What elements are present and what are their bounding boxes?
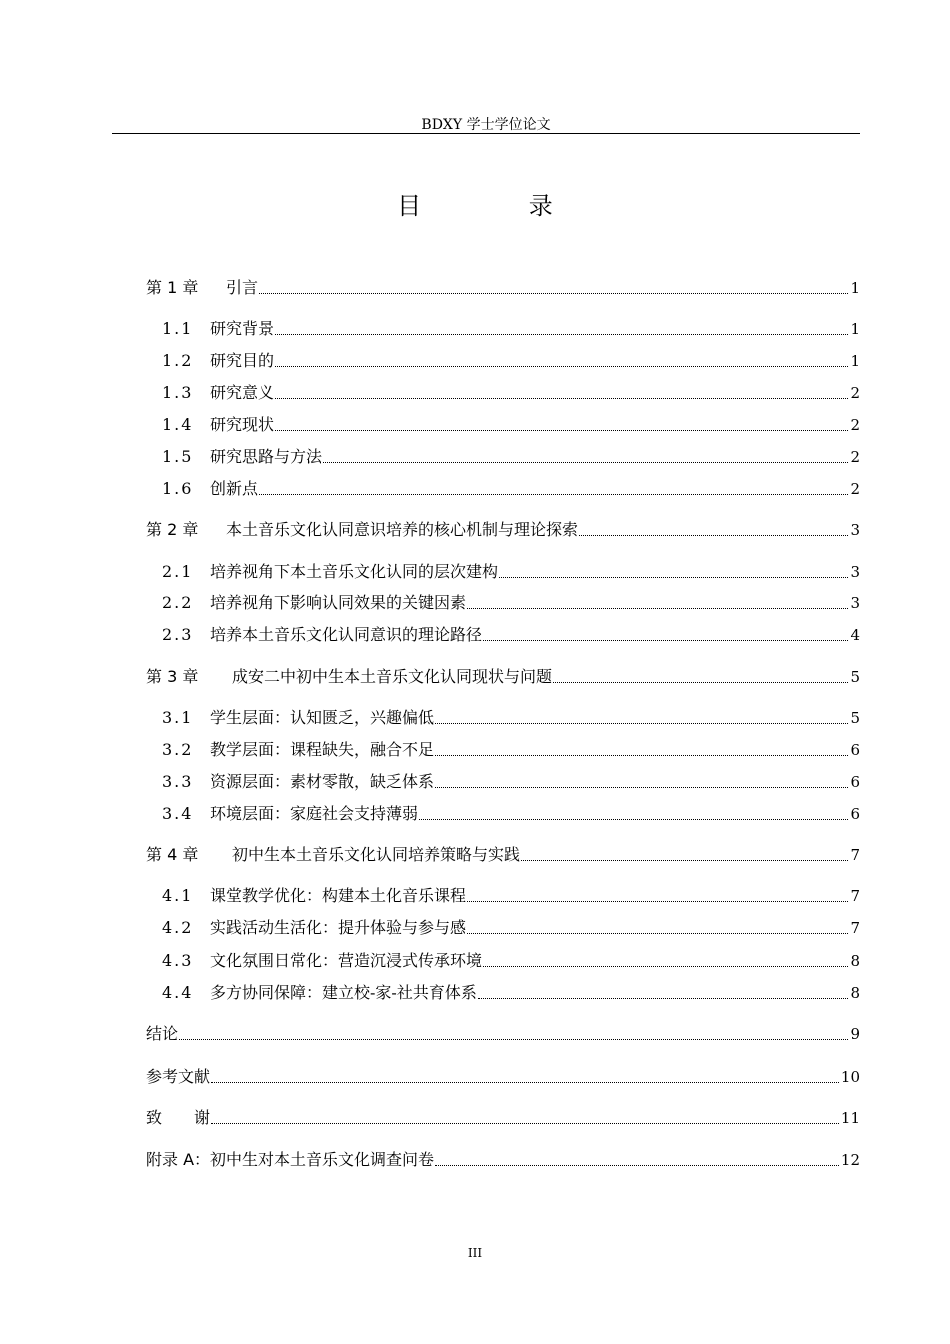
toc-entry-label xyxy=(162,771,434,793)
dot-leader xyxy=(275,430,848,431)
toc-entry-number: 第 1 章 xyxy=(146,278,199,297)
toc-entry-title: 研究现状 xyxy=(210,415,275,434)
toc-entry-label xyxy=(162,707,434,729)
toc-entry-page: 2 xyxy=(850,448,860,466)
dot-leader xyxy=(259,293,848,294)
running-header: BDXY 学士学位论文 xyxy=(421,117,551,133)
toc-section-entry[interactable] xyxy=(162,915,860,939)
toc-entry-title: 研究意义 xyxy=(210,383,275,402)
toc-entry-title: 引言 xyxy=(226,278,259,297)
toc-entry-title: 教学层面：课程缺失，融合不足 xyxy=(210,740,435,759)
toc-entry-label xyxy=(162,739,434,761)
toc-entry-page: 3 xyxy=(850,563,860,581)
toc-entry-label xyxy=(162,478,258,500)
toc-entry-page: 8 xyxy=(850,952,860,970)
toc-entry-page: 5 xyxy=(850,709,860,727)
toc-entry-title: 致 谢 xyxy=(146,1108,211,1127)
dot-leader xyxy=(553,682,848,683)
toc-entry-label xyxy=(162,982,477,1004)
toc-entry-title: 结论 xyxy=(146,1024,179,1043)
toc-entry-label xyxy=(162,624,482,646)
toc-entry-page: 8 xyxy=(850,984,860,1002)
toc-entry-number: 第 2 章 xyxy=(146,520,199,539)
toc-entry-label xyxy=(146,1107,210,1129)
toc-entry-page: 6 xyxy=(850,805,860,823)
dot-leader xyxy=(521,860,848,861)
toc-entry-page: 1 xyxy=(850,352,860,370)
dot-leader xyxy=(478,998,849,999)
toc-entry-page: 6 xyxy=(850,773,860,791)
dot-leader xyxy=(467,608,848,609)
toc-entry-label xyxy=(162,318,274,340)
toc-section-entry[interactable] xyxy=(162,622,860,646)
toc-entry-page: 11 xyxy=(840,1109,860,1127)
toc-entry-number: 1.3 xyxy=(162,383,194,402)
dot-leader xyxy=(435,755,848,756)
toc-section-entry[interactable] xyxy=(162,980,860,1004)
toc-entry-label xyxy=(162,803,418,825)
toc-entry-number: 3.3 xyxy=(162,772,194,791)
toc-entry-label xyxy=(146,666,552,688)
toc-section-entry[interactable] xyxy=(162,948,860,972)
toc-entry-number: 2.1 xyxy=(162,562,194,581)
toc-entry-number: 1.5 xyxy=(162,447,194,466)
toc-chapter-entry[interactable] xyxy=(146,842,860,866)
toc-chapter-entry[interactable] xyxy=(146,1064,860,1088)
toc-entry-label xyxy=(146,1066,210,1088)
toc-entry-number: 4.1 xyxy=(162,886,194,905)
toc-chapter-entry[interactable] xyxy=(146,275,860,299)
dot-leader xyxy=(467,933,848,934)
toc-chapter-entry[interactable] xyxy=(146,1105,860,1129)
toc-entry-number: 3.1 xyxy=(162,708,194,727)
toc-chapter-entry[interactable] xyxy=(146,664,860,688)
dot-leader xyxy=(179,1039,848,1040)
toc-entry-label xyxy=(162,917,466,939)
toc-entry-title: 创新点 xyxy=(210,479,259,498)
toc-entry-label xyxy=(162,446,322,468)
toc-section-entry[interactable] xyxy=(162,412,860,436)
toc-section-entry[interactable] xyxy=(162,476,860,500)
toc-entry-page: 2 xyxy=(850,480,860,498)
toc-entry-title: 实践活动生活化：提升体验与参与感 xyxy=(210,918,467,937)
toc-section-entry[interactable] xyxy=(162,801,860,825)
dot-leader xyxy=(419,819,848,820)
toc-entry-page: 2 xyxy=(850,416,860,434)
dot-leader xyxy=(483,640,848,641)
dot-leader xyxy=(259,494,848,495)
toc-entry-title: 研究思路与方法 xyxy=(210,447,323,466)
toc-entry-title: 成安二中初中生本土音乐文化认同现状与问题 xyxy=(232,667,553,686)
dot-leader xyxy=(435,787,848,788)
toc-entry-number: 1.6 xyxy=(162,479,194,498)
toc-entry-label xyxy=(162,592,466,614)
toc-entry-title: 本土音乐文化认同意识培养的核心机制与理论探索 xyxy=(226,520,579,539)
toc-section-entry[interactable] xyxy=(162,769,860,793)
toc-section-entry[interactable] xyxy=(162,590,860,614)
dot-leader xyxy=(435,1165,839,1166)
toc-entry-label xyxy=(162,382,274,404)
toc-entry-page: 2 xyxy=(850,384,860,402)
toc-entry-page: 1 xyxy=(850,320,860,338)
toc-entry-title: 培养视角下本土音乐文化认同的层次建构 xyxy=(210,562,499,581)
toc-section-entry[interactable] xyxy=(162,705,860,729)
toc-entry-label xyxy=(146,1023,178,1045)
toc-entry-number: 1.1 xyxy=(162,319,194,338)
toc-entry-label xyxy=(162,414,274,436)
dot-leader xyxy=(275,334,848,335)
toc-entry-page: 4 xyxy=(850,626,860,644)
toc-entry-title: 参考文献 xyxy=(146,1067,211,1086)
toc-section-entry[interactable] xyxy=(162,380,860,404)
toc-section-entry[interactable] xyxy=(162,348,860,372)
dot-leader xyxy=(467,901,848,902)
toc-entry-label xyxy=(162,885,466,907)
toc-entry-number: 第 3 章 xyxy=(146,667,199,686)
toc-entry-page: 6 xyxy=(850,741,860,759)
toc-entry-number: 1.2 xyxy=(162,351,194,370)
toc-entry-page: 9 xyxy=(850,1025,860,1043)
dot-leader xyxy=(323,462,848,463)
toc-entry-title: 研究目的 xyxy=(210,351,275,370)
toc-entry-label xyxy=(162,350,274,372)
toc-entry-page: 3 xyxy=(850,594,860,612)
toc-entry-number: 4.4 xyxy=(162,983,194,1002)
toc-entry-number: 3.2 xyxy=(162,740,194,759)
toc-entry-title: 文化氛围日常化：营造沉浸式传承环境 xyxy=(210,951,483,970)
toc-entry-title: 学生层面：认知匮乏，兴趣偏低 xyxy=(210,708,435,727)
toc-title: 目 录 xyxy=(397,192,603,220)
toc-entry-title: 环境层面：家庭社会支持薄弱 xyxy=(210,804,419,823)
toc-entry-label xyxy=(146,1149,434,1171)
toc-entry-page: 7 xyxy=(850,919,860,937)
toc-entry-number: 2.3 xyxy=(162,625,194,644)
toc-entry-title: 研究背景 xyxy=(210,319,275,338)
dot-leader xyxy=(499,577,848,578)
toc-section-entry[interactable] xyxy=(162,316,860,340)
dot-leader xyxy=(211,1082,839,1083)
dot-leader xyxy=(483,966,848,967)
toc-entry-number: 第 4 章 xyxy=(146,845,199,864)
toc-entry-number: 4.2 xyxy=(162,918,194,937)
toc-entry-number: 3.4 xyxy=(162,804,194,823)
toc-entry-label xyxy=(146,277,258,299)
toc-section-entry[interactable] xyxy=(162,444,860,468)
toc-entry-label xyxy=(162,950,482,972)
toc-entry-page: 7 xyxy=(850,846,860,864)
toc-entry-page: 3 xyxy=(850,521,860,539)
toc-entry-title: 培养本土音乐文化认同意识的理论路径 xyxy=(210,625,483,644)
toc-entry-label xyxy=(146,844,520,866)
toc-entry-page: 10 xyxy=(840,1068,860,1086)
toc-entry-page: 5 xyxy=(850,668,860,686)
toc-entry-label xyxy=(162,561,498,583)
toc-entry-title: 附录 A：初中生对本土音乐文化调查问卷 xyxy=(146,1150,435,1169)
toc-entry-label xyxy=(146,519,578,541)
toc-section-entry[interactable] xyxy=(162,883,860,907)
dot-leader xyxy=(579,535,848,536)
toc-entry-number: 2.2 xyxy=(162,593,194,612)
toc-entry-page: 1 xyxy=(850,279,860,297)
toc-chapter-entry[interactable] xyxy=(146,1021,860,1045)
toc-section-entry[interactable] xyxy=(162,737,860,761)
toc-entry-page: 7 xyxy=(850,887,860,905)
page-number: III xyxy=(467,1246,483,1260)
dot-leader xyxy=(275,366,848,367)
toc-entry-title: 初中生本土音乐文化认同培养策略与实践 xyxy=(232,845,521,864)
dot-leader xyxy=(211,1123,839,1124)
toc-entry-number: 4.3 xyxy=(162,951,194,970)
dot-leader xyxy=(275,398,848,399)
toc-section-entry[interactable] xyxy=(162,559,860,583)
toc-entry-title: 多方协同保障：建立校-家-社共育体系 xyxy=(210,983,477,1002)
toc-chapter-entry[interactable] xyxy=(146,1147,860,1171)
toc-entry-title: 课堂教学优化：构建本土化音乐课程 xyxy=(210,886,467,905)
toc-entry-page: 12 xyxy=(840,1151,860,1169)
toc-entry-title: 资源层面：素材零散，缺乏体系 xyxy=(210,772,435,791)
toc-entry-number: 1.4 xyxy=(162,415,194,434)
toc-chapter-entry[interactable] xyxy=(146,517,860,541)
toc-entry-title: 培养视角下影响认同效果的关键因素 xyxy=(210,593,467,612)
dot-leader xyxy=(435,723,848,724)
